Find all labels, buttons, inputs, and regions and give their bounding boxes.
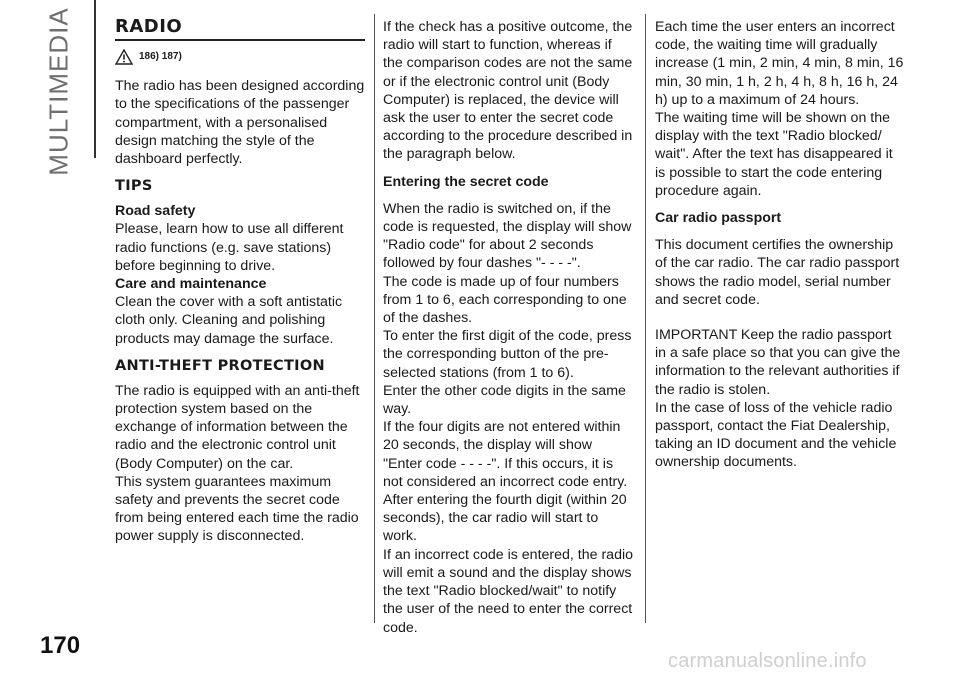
anti-theft-paragraph-1: The radio is equipped with an anti-theft protection system based on the exchange of information between the radio and the electronic control unit (Body Computer) on the car.: [115, 382, 360, 472]
radio-passport-paragraph: This document certifies the ownership of the car radio. The car radio passport shows the radio model, serial number and secret code.: [655, 237, 900, 308]
secret-code-paragraph-6: After entering the fourth digit (within 20 seconds), the car radio will start to work.: [383, 492, 627, 545]
column-1: [115, 18, 365, 546]
side-divider: [94, 0, 96, 158]
waiting-time-paragraph: Each time the user enters an incorrect code, the waiting time will gradually increase (1 min, 2 min, 4 min, 8 min, 16 min, 30 min, 1 h, 2 h, 4 h, 8 h, 16 h, 24 h) up to a maximum of 24 hours.: [655, 19, 904, 108]
check-outcome-paragraph: If the check has a positive outcome, the radio will start to function, whereas if the comparison codes are not the same or if the electronic control unit (Body Computer) is replaced, the device will ask the user to enter the secret code according to the procedure described in the paragraph below.: [383, 19, 633, 163]
anti-theft-heading: ANTI-THEFT PROTECTION: [115, 357, 325, 374]
secret-code-paragraph-7: If an incorrect code is entered, the radio will emit a sound and the display shows the text "Radio blocked/wait" to notify the user of the need to enter the correct code.: [383, 546, 633, 636]
care-heading: Care and maintenance: [115, 276, 267, 293]
secret-code-heading: Entering the secret code: [383, 173, 549, 190]
page-title: RADIO: [115, 18, 365, 41]
column-divider-1: [374, 14, 375, 623]
secret-code-paragraph-2: The code is made up of four numbers from 1 to 6, each corresponding to one of the dashes.: [383, 273, 627, 327]
tips-heading: TIPS: [115, 178, 153, 195]
important-paragraph: IMPORTANT Keep the radio passport in a safe place so that you can give the information to the relevant authorities if the radio is stolen.: [655, 327, 901, 398]
warning-triangle-icon: [115, 49, 133, 65]
warning-references: [115, 47, 365, 67]
passport-loss-paragraph: In the case of loss of the vehicle radio passport, contact the Fiat Dealership, taking an ID document and the vehicle ownership documents.: [655, 399, 897, 471]
section-side-label: MULTIMEDIA: [43, 6, 74, 176]
radio-passport-heading: Car radio passport: [655, 210, 782, 227]
watermark: carmanualsonline.info: [668, 650, 867, 672]
road-safety-text: Please, learn how to use all different radio functions (e.g. save stations) before beginning to drive.: [115, 221, 344, 274]
page-number: 170: [40, 632, 81, 659]
column-divider-2: [645, 14, 646, 623]
intro-paragraph: The radio has been designed according to the specifications of the passenger compartment, with a personalised design matching the style of the dashboard perfectly.: [115, 78, 365, 168]
secret-code-paragraph-1: When the radio is switched on, if the code is requested, the display will show "Radio code" for about 2 seconds followed by four dashes "- - - -".: [383, 200, 632, 272]
secret-code-paragraph-3: To enter the first digit of the code, press the corresponding button of the pre-selected stations (from 1 to 6).: [383, 328, 632, 381]
column-3: [655, 18, 905, 472]
care-text: Clean the cover with a soft antistatic cloth only. Cleaning and polishing products may damage the surface.: [115, 294, 343, 347]
anti-theft-paragraph-2: This system guarantees maximum safety and prevents the secret code from being entered each time the radio power supply is disconnected.: [115, 473, 359, 545]
reference-numbers: 186) 187): [139, 51, 182, 63]
radio-blocked-paragraph: The waiting time will be shown on the display with the text "Radio blocked/ wait". After the text has disappeared it is possible to start the code entering procedure again.: [655, 110, 893, 199]
column-2: [383, 18, 633, 637]
secret-code-paragraph-5: If the four digits are not entered within 20 seconds, the display will show "Enter code - - - -". If this occurs, it is not considered an incorrect code entry.: [383, 419, 628, 490]
road-safety-heading: Road safety: [115, 203, 196, 220]
secret-code-paragraph-4: Enter the other code digits in the same way.: [383, 382, 626, 418]
